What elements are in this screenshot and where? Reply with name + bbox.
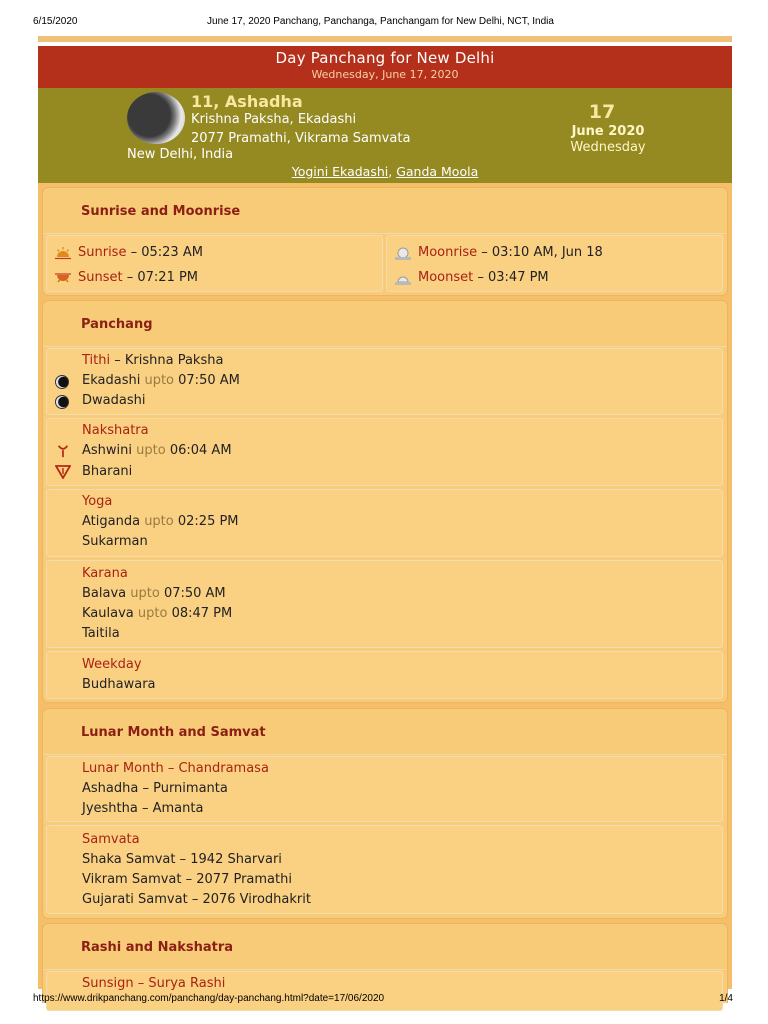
shaka-samvat-row: Shaka Samvat – 1942 Sharvari <box>82 852 282 867</box>
karana-row-2 <box>82 606 232 621</box>
samvata-label: Samvata <box>82 832 140 847</box>
nakshatra-card <box>46 418 723 486</box>
samvata-heading <box>82 832 140 847</box>
nakshatra-label <box>82 423 149 438</box>
festival-link-yogini-ekadashi[interactable]: Yogini Ekadashi <box>291 164 389 179</box>
karana-card <box>46 560 723 648</box>
lunar-month-suffix: – Chandramasa <box>163 761 269 776</box>
weekday-card <box>46 651 723 699</box>
festival-separator: , <box>388 164 397 179</box>
print-footer <box>33 993 733 1007</box>
purnimanta-row: Ashadha – Purnimanta <box>82 781 228 796</box>
nakshatra-row-2: Bharani <box>82 464 133 479</box>
samvata-card <box>46 825 723 914</box>
yoga-name: Atiganda <box>82 514 141 529</box>
sunrise-moonrise-section <box>42 187 728 296</box>
karana-row-3: Taitila <box>82 626 120 641</box>
yoga-end-time: 02:25 PM <box>177 514 239 529</box>
yoga-label <box>82 494 112 509</box>
location: New Delhi, India <box>127 147 234 162</box>
tithi-card <box>46 348 723 415</box>
moonset-icon <box>395 271 411 285</box>
section-header <box>43 301 727 347</box>
moonrise-label: Moonrise <box>418 245 478 260</box>
print-page-number: 1/4 <box>719 993 733 1004</box>
lunar-samvat-section <box>42 708 728 919</box>
sunsign-label: Sunsign <box>82 976 134 991</box>
day-number: 17 <box>588 101 616 123</box>
weekday: Wednesday <box>570 140 646 155</box>
nakshatra-name: Ashwini <box>82 443 133 458</box>
karana-label-text: Karana <box>82 566 128 581</box>
sunrise-row <box>78 245 203 260</box>
sunsign-heading <box>82 976 225 991</box>
amanta-row: Jyeshtha – Amanta <box>82 801 204 816</box>
lunar-month-label: Lunar Month <box>82 761 164 776</box>
tithi-title: 11, Ashadha <box>191 92 303 111</box>
karana-end-time: 07:50 AM <box>163 586 226 601</box>
sunrise-value: – 05:23 AM <box>126 245 203 260</box>
moonrise-row <box>418 245 603 260</box>
moonset-label: Moonset <box>418 270 474 285</box>
paksha-line: Krishna Paksha, Ekadashi <box>191 112 357 127</box>
sunset-label: Sunset <box>78 270 123 285</box>
page-title: Day Panchang for New Delhi <box>275 49 495 67</box>
section-header <box>43 188 727 234</box>
day-summary <box>38 88 732 183</box>
month-year: June 2020 <box>571 124 645 139</box>
samvata-line: 2077 Pramathi, Vikrama Samvata <box>191 131 411 146</box>
karana-end-time: 08:47 PM <box>171 606 233 621</box>
tithi-name: Ekadashi <box>82 373 141 388</box>
upto-text: upto <box>140 373 179 388</box>
panchang-title-bar <box>38 46 732 88</box>
upto-text: upto <box>133 606 172 621</box>
yoga-row-1 <box>82 514 239 529</box>
weekday-label <box>82 657 142 672</box>
print-page-title: June 17, 2020 Panchang, Panchanga, Panchangam for New Delhi, NCT, India <box>207 16 554 27</box>
tithi-end-time: 07:50 AM <box>178 373 240 388</box>
lunar-month-heading <box>82 761 269 776</box>
section-header <box>43 709 727 755</box>
ekadashi-moon-icon <box>55 375 69 389</box>
rashi-nakshatra-section <box>42 923 728 1003</box>
sunset-icon <box>55 271 71 285</box>
yoga-card <box>46 489 723 557</box>
nakshatra-label-text: Nakshatra <box>82 423 149 438</box>
dwadashi-moon-icon <box>55 395 69 409</box>
moonset-value: – 03:47 PM <box>473 270 549 285</box>
print-url: https://www.drikpanchang.com/panchang/day-panchang.html?date=17/06/2020 <box>33 993 385 1004</box>
section-title-panchang: Panchang <box>81 317 153 332</box>
print-header <box>33 16 728 30</box>
moonrise-icon <box>395 246 411 260</box>
tithi-paksha: – Krishna Paksha <box>110 353 224 368</box>
ashwini-horse-head-icon <box>55 444 71 458</box>
page-subtitle: Wednesday, June 17, 2020 <box>311 68 459 81</box>
gujarati-samvat-row: Gujarati Samvat – 2076 Virodhakrit <box>82 892 311 907</box>
section-title-rashi-nakshatra: Rashi and Nakshatra <box>81 940 234 955</box>
moonset-row <box>418 270 549 285</box>
upto-text: upto <box>126 586 164 601</box>
section-title-sunrise-moonrise: Sunrise and Moonrise <box>81 204 241 219</box>
sunsign-suffix: – Surya Rashi <box>133 976 226 991</box>
sunset-value: – 07:21 PM <box>122 270 199 285</box>
sunset-row <box>78 270 198 285</box>
sunrise-label: Sunrise <box>78 245 127 260</box>
festival-link-ganda-moola[interactable]: Ganda Moola <box>396 164 479 179</box>
lunar-month-card <box>46 756 723 822</box>
weekday-label-text: Weekday <box>82 657 142 672</box>
top-accent-bar <box>38 36 732 42</box>
sunrise-icon <box>55 246 71 260</box>
karana-row-1 <box>82 586 226 601</box>
nakshatra-row-1 <box>82 443 232 458</box>
karana-name: Kaulava <box>82 606 134 621</box>
tithi-label: Tithi <box>82 353 111 368</box>
moon-card <box>386 235 723 292</box>
karana-name: Balava <box>82 586 127 601</box>
nakshatra-end-time: 06:04 AM <box>169 443 232 458</box>
section-title-lunar-samvat: Lunar Month and Samvat <box>81 725 266 740</box>
moon-phase-icon <box>127 92 185 144</box>
festival-links <box>38 164 732 179</box>
panchang-content <box>38 183 732 989</box>
upto-text: upto <box>132 443 170 458</box>
karana-label <box>82 566 128 581</box>
yoga-row-2: Sukarman <box>82 534 148 549</box>
vikram-samvat-row: Vikram Samvat – 2077 Pramathi <box>82 872 292 887</box>
tithi-row-1 <box>82 373 240 388</box>
weekday-value: Budhawara <box>82 677 156 692</box>
sun-card <box>46 235 383 292</box>
section-header <box>43 924 727 970</box>
yoga-label-text: Yoga <box>82 494 113 509</box>
upto-text: upto <box>140 514 178 529</box>
print-date: 6/15/2020 <box>33 16 78 27</box>
panchang-section <box>42 300 728 703</box>
moonrise-value: – 03:10 AM, Jun 18 <box>477 245 603 260</box>
tithi-heading <box>82 353 223 368</box>
tithi-row-2: Dwadashi <box>82 393 146 408</box>
bharani-yoni-icon <box>55 465 71 479</box>
